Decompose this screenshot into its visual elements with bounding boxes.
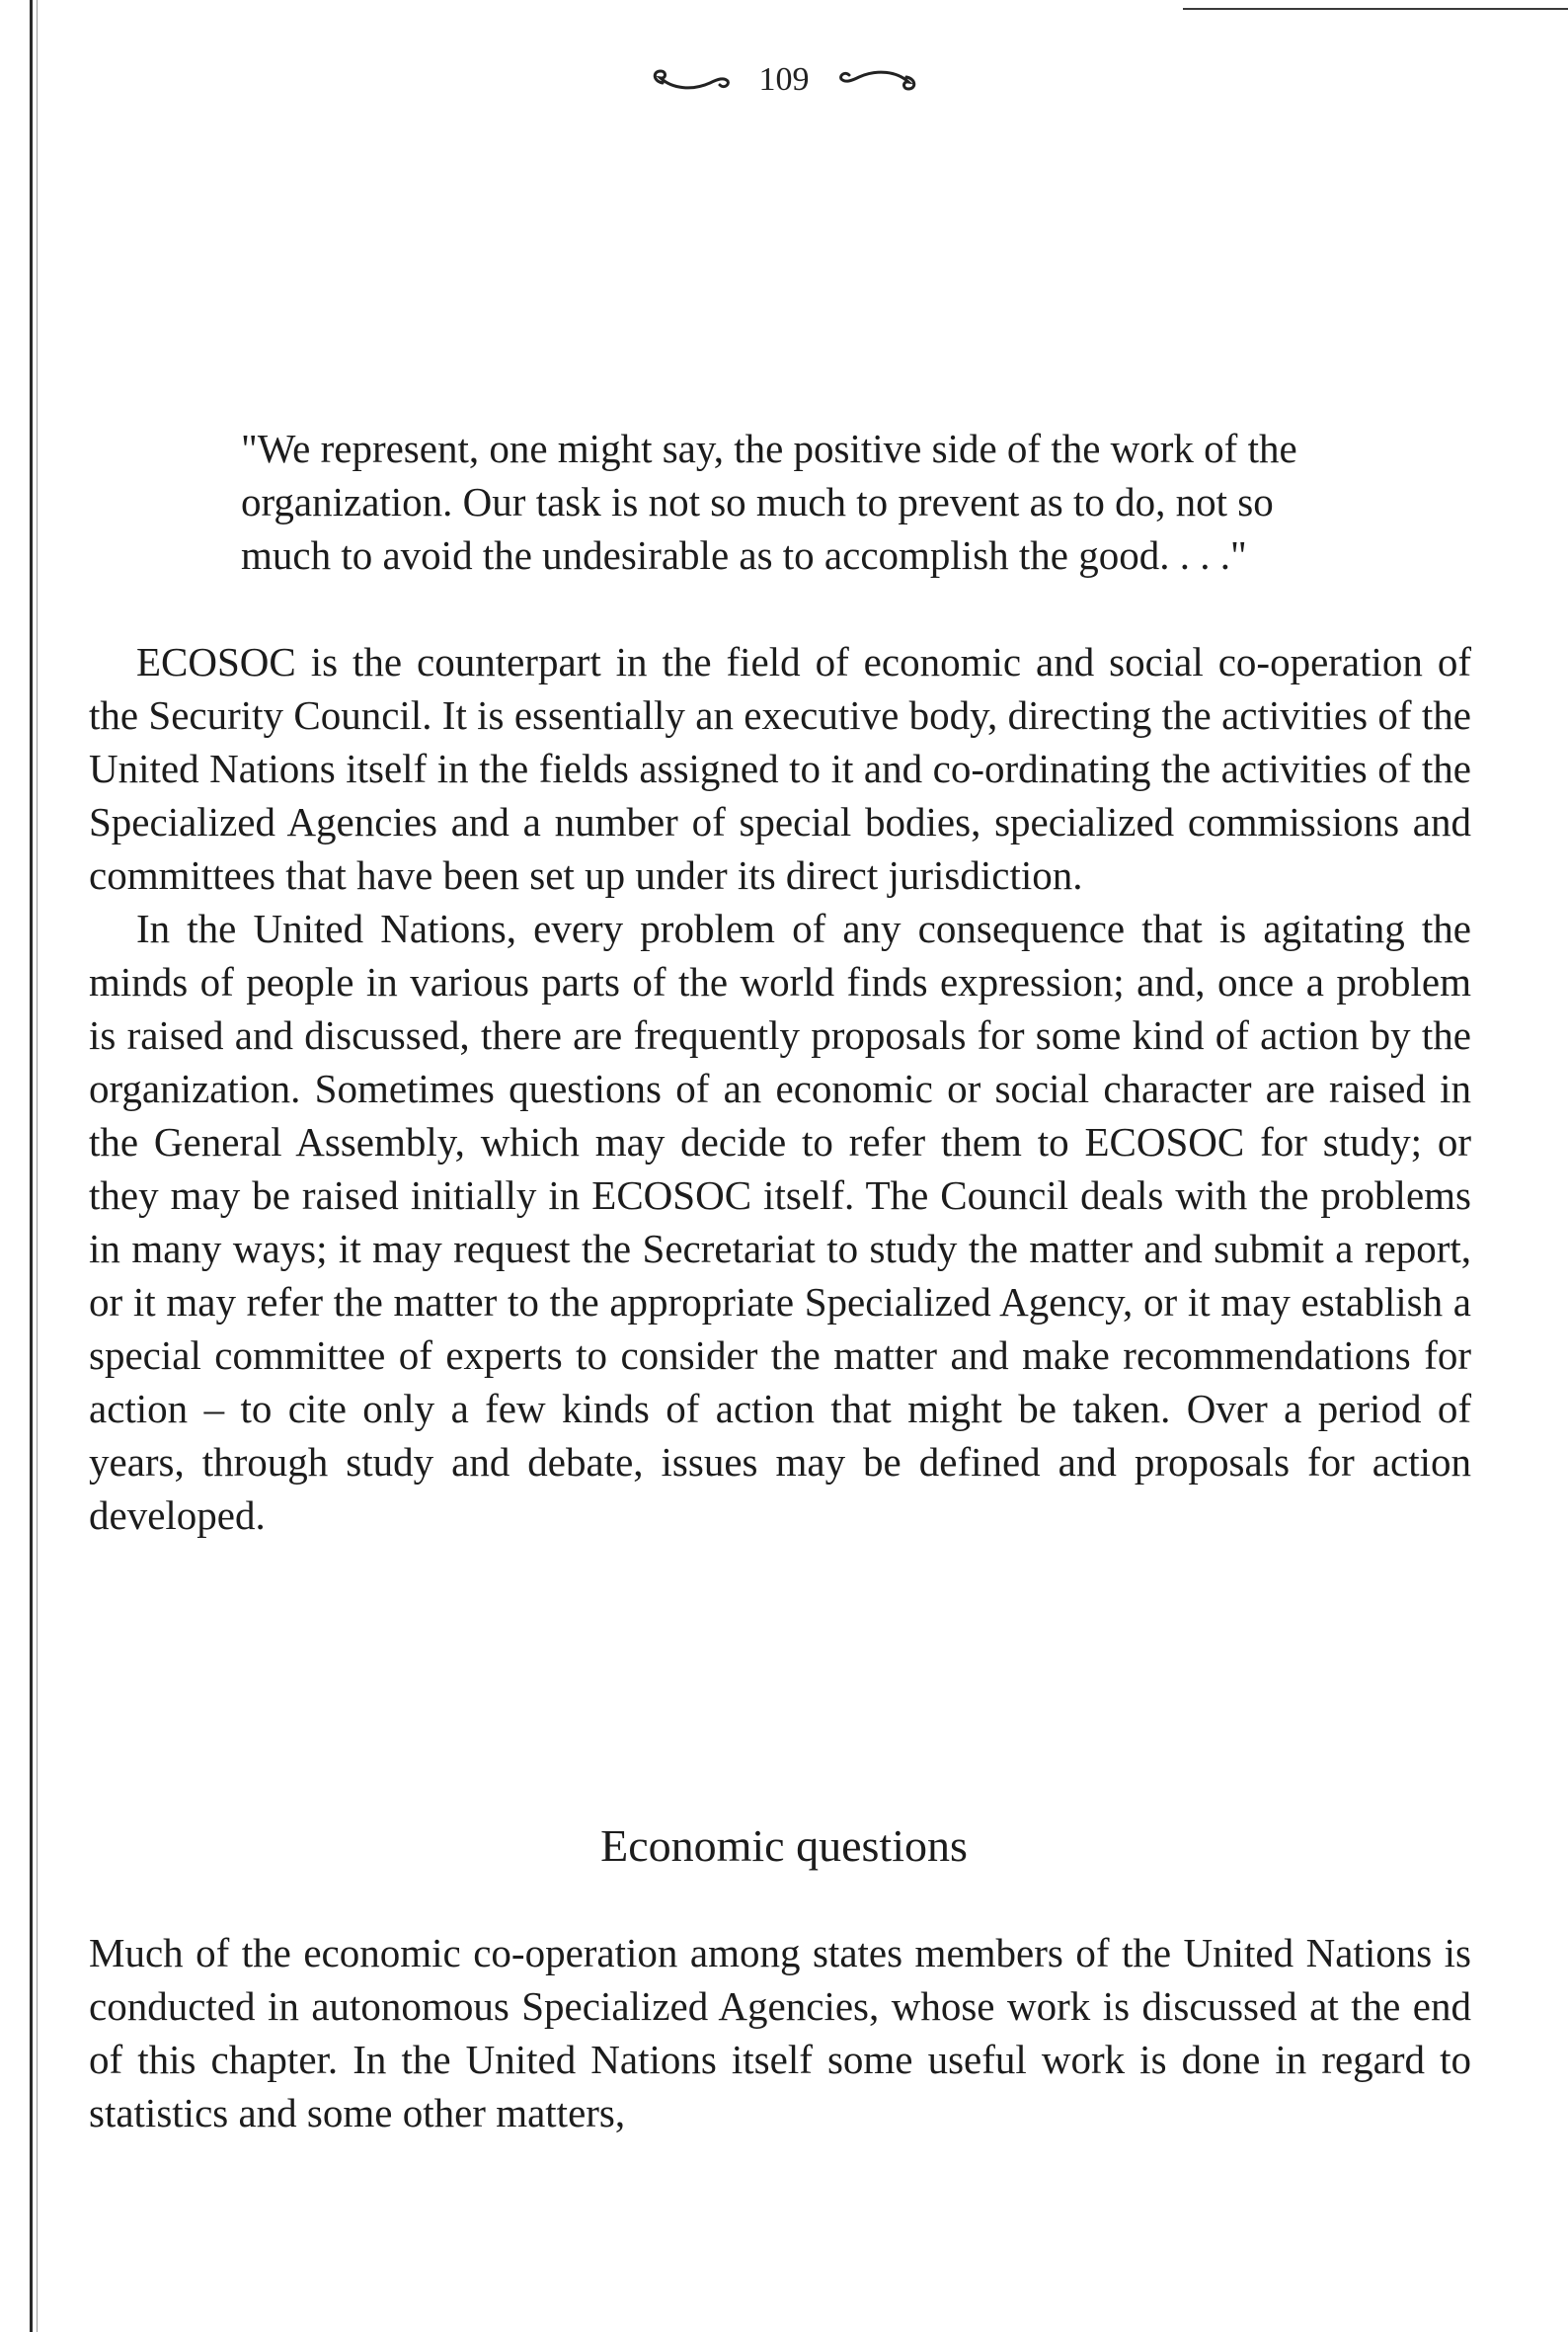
binding-edge-shadow — [37, 0, 38, 2332]
block-quote — [241, 422, 1327, 582]
section-heading: Economic questions — [600, 1820, 968, 1871]
section-text — [89, 1926, 1471, 2139]
left-flourish-icon — [649, 65, 734, 95]
right-flourish-icon — [835, 65, 920, 95]
quote-text: "We represent, one might say, the positive side of the work of the organization. Our task is not so much to prevent as to do, not so much to avoid the undesirable as to accomplish the good. . . ." — [241, 426, 1297, 578]
page-header — [0, 61, 1568, 99]
top-rule — [1183, 8, 1568, 10]
body-text — [89, 635, 1471, 1542]
binding-edge — [30, 0, 33, 2332]
page-number: 109 — [758, 61, 810, 98]
paragraph-united-nations: In the United Nations, every problem of any consequence that is agitating the minds of people in various parts of the world finds expression; and, once a problem is raised and discussed, there are frequently proposals for some kind of action by the organization. Sometimes questions of an economic or social character are raised in the General Assembly, which may decide to refer them to ECOSOC for study; or they may be raised initially in ECOSOC itself. The Council deals with the problems in many ways; it may request the Secretariat to study the matter and submit a report, or it may refer the matter to the appropriate Specialized Agency, or it may establish a special committee of experts to consider the matter and make recommendations for action – to cite only a few kinds of action that might be taken. Over a period of years, through study and debate, issues may be defined and proposals for action developed. — [89, 906, 1471, 1538]
paragraph-economic: Much of the economic co-operation among states members of the United Nations is conducted in autonomous Specialized Agencies, whose work is discussed at the end of this chapter. In the United Nations itself some useful work is done in regard to statistics and some other matters, — [89, 1930, 1471, 2135]
paragraph-ecosoc: ECOSOC is the counterpart in the field of economic and social co-operation of the Security Council. It is essentially an executive body, directing the activities of the United Nations itself in the fields assigned to it and co-ordinating the activities of the Specialized Agencies and a number of special bodies, specialized commissions and committees that have been set up under its direct jurisdiction. — [89, 639, 1471, 898]
